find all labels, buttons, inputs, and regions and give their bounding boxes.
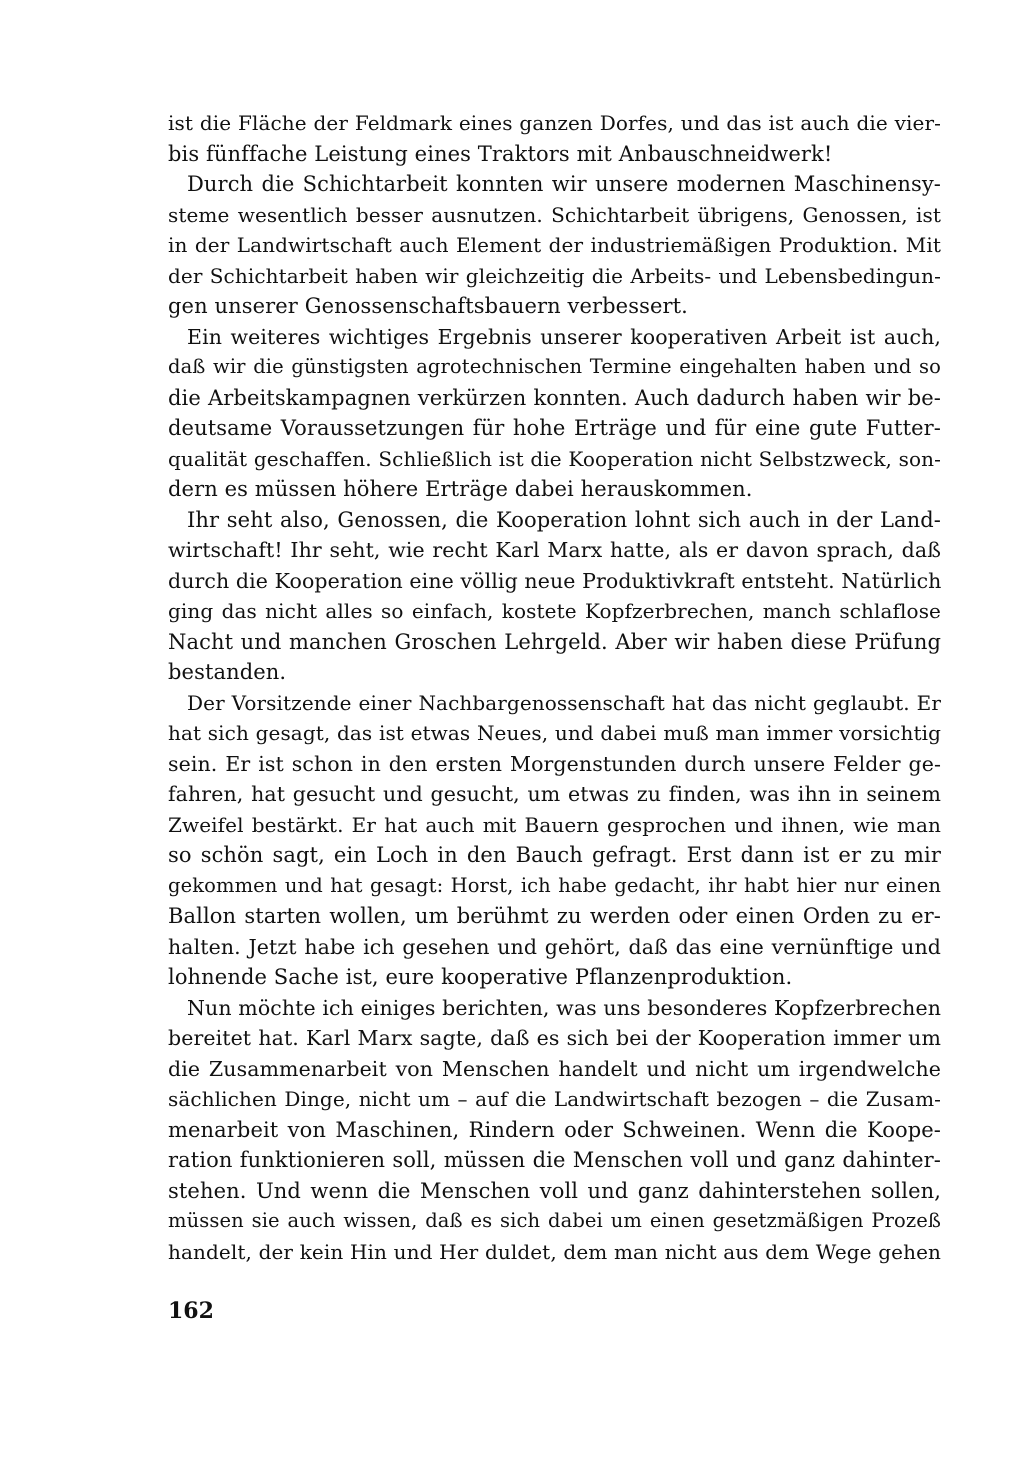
text-line: bis fünffache Leistung eines Traktors mit Anbauschneidwerk! bbox=[168, 141, 833, 166]
text-line: Zweifel bestärkt. Er hat auch mit Bauern gesprochen und ihnen, wie man bbox=[168, 812, 941, 837]
text-line: Durch die Schichtarbeit konnten wir unsere modernen Maschinensy- bbox=[187, 172, 941, 196]
text-line: dern es müssen höhere Erträge dabei herauskommen. bbox=[168, 477, 753, 501]
text-line: handelt, der kein Hin und Her duldet, dem man nicht aus dem Wege gehen bbox=[168, 1239, 941, 1264]
text-line: durch die Kooperation eine völlig neue Produktivkraft entsteht. Natürlich bbox=[168, 568, 942, 593]
text-line: bereitet hat. Karl Marx sagte, daß es sich bei der Kooperation immer um bbox=[168, 1026, 941, 1050]
text-line: steme wesentlich besser ausnutzen. Schichtarbeit übrigens, Genossen, ist bbox=[168, 202, 941, 227]
text-line: hat sich gesagt, das ist etwas Neues, und dabei muß man immer vorsichtig bbox=[168, 721, 941, 745]
text-line: halten. Jetzt habe ich gesehen und gehört, daß das eine vernünftige und bbox=[168, 934, 941, 959]
text-line: müssen sie auch wissen, daß es sich dabei um einen gesetzmäßigen Prozeß bbox=[168, 1209, 941, 1232]
text-line: bestanden. bbox=[168, 660, 287, 684]
text-line: Ihr seht also, Genossen, die Kooperation lohnt sich auch in der Land- bbox=[187, 507, 941, 532]
text-line: Nacht und manchen Groschen Lehrgeld. Aber wir haben diese Prüfung bbox=[168, 629, 941, 654]
text-line: Ein weiteres wichtiges Ergebnis unserer kooperativen Arbeit ist auch, bbox=[187, 324, 941, 349]
text-line: stehen. Und wenn die Menschen voll und ganz dahinterstehen sollen, bbox=[168, 1178, 941, 1203]
text-line: lohnende Sache ist, eure kooperative Pflanzenproduktion. bbox=[168, 965, 793, 989]
text-line: gen unserer Genossenschaftsbauern verbessert. bbox=[168, 294, 688, 318]
text-line: Der Vorsitzende einer Nachbargenossenschaft hat das nicht geglaubt. Er bbox=[187, 690, 941, 715]
text-line: in der Landwirtschaft auch Element der industriemäßigen Produktion. Mit bbox=[168, 233, 941, 257]
text-line: menarbeit von Maschinen, Rindern oder Schweinen. Wenn die Koope- bbox=[168, 1117, 941, 1142]
text-line: wirtschaft! Ihr seht, wie recht Karl Marx hatte, als er davon sprach, daß bbox=[168, 538, 941, 562]
text-line: daß wir die günstigsten agrotechnischen Termine eingehalten haben und so bbox=[168, 355, 941, 378]
text-line: ging das nicht alles so einfach, kostete Kopfzerbrechen, manch schlaflose bbox=[168, 599, 941, 623]
text-line: so schön sagt, ein Loch in den Bauch gefragt. Erst dann ist er zu mir bbox=[168, 843, 941, 867]
text-line: ist die Fläche der Feldmark eines ganzen Dorfes, und das ist auch die vier- bbox=[168, 111, 941, 135]
text-line: qualität geschaffen. Schließlich ist die Kooperation nicht Selbstzweck, son- bbox=[168, 446, 941, 471]
text-line: Nun möchte ich einiges berichten, was uns besonderes Kopfzerbrechen bbox=[187, 995, 941, 1020]
text-line: gekommen und hat gesagt: Horst, ich habe gedacht, ihr habt hier nur einen bbox=[168, 873, 941, 897]
text-line: sein. Er ist schon in den ersten Morgenstunden durch unsere Felder ge- bbox=[168, 751, 941, 776]
text-line: deutsame Voraussetzungen für hohe Erträge und für eine gute Futter- bbox=[168, 416, 941, 440]
page-number: 162 bbox=[168, 1298, 214, 1324]
text-line: die Arbeitskampagnen verkürzen konnten. Auch dadurch haben wir be- bbox=[168, 385, 941, 410]
text-line: ration funktionieren soll, müssen die Menschen voll und ganz dahinter- bbox=[168, 1148, 941, 1172]
text-line: Ballon starten wollen, um berühmt zu werden oder einen Orden zu er- bbox=[168, 904, 941, 928]
text-line: fahren, hat gesucht und gesucht, um etwas zu finden, was ihn in seinem bbox=[168, 782, 941, 806]
text-line: der Schichtarbeit haben wir gleichzeitig die Arbeits- und Lebensbedingun- bbox=[168, 263, 941, 288]
text-line: sächlichen Dinge, nicht um – auf die Landwirtschaft bezogen – die Zusam- bbox=[168, 1087, 941, 1111]
text-line: die Zusammenarbeit von Menschen handelt und nicht um irgendwelche bbox=[168, 1056, 941, 1081]
body-text bbox=[168, 108, 941, 1267]
